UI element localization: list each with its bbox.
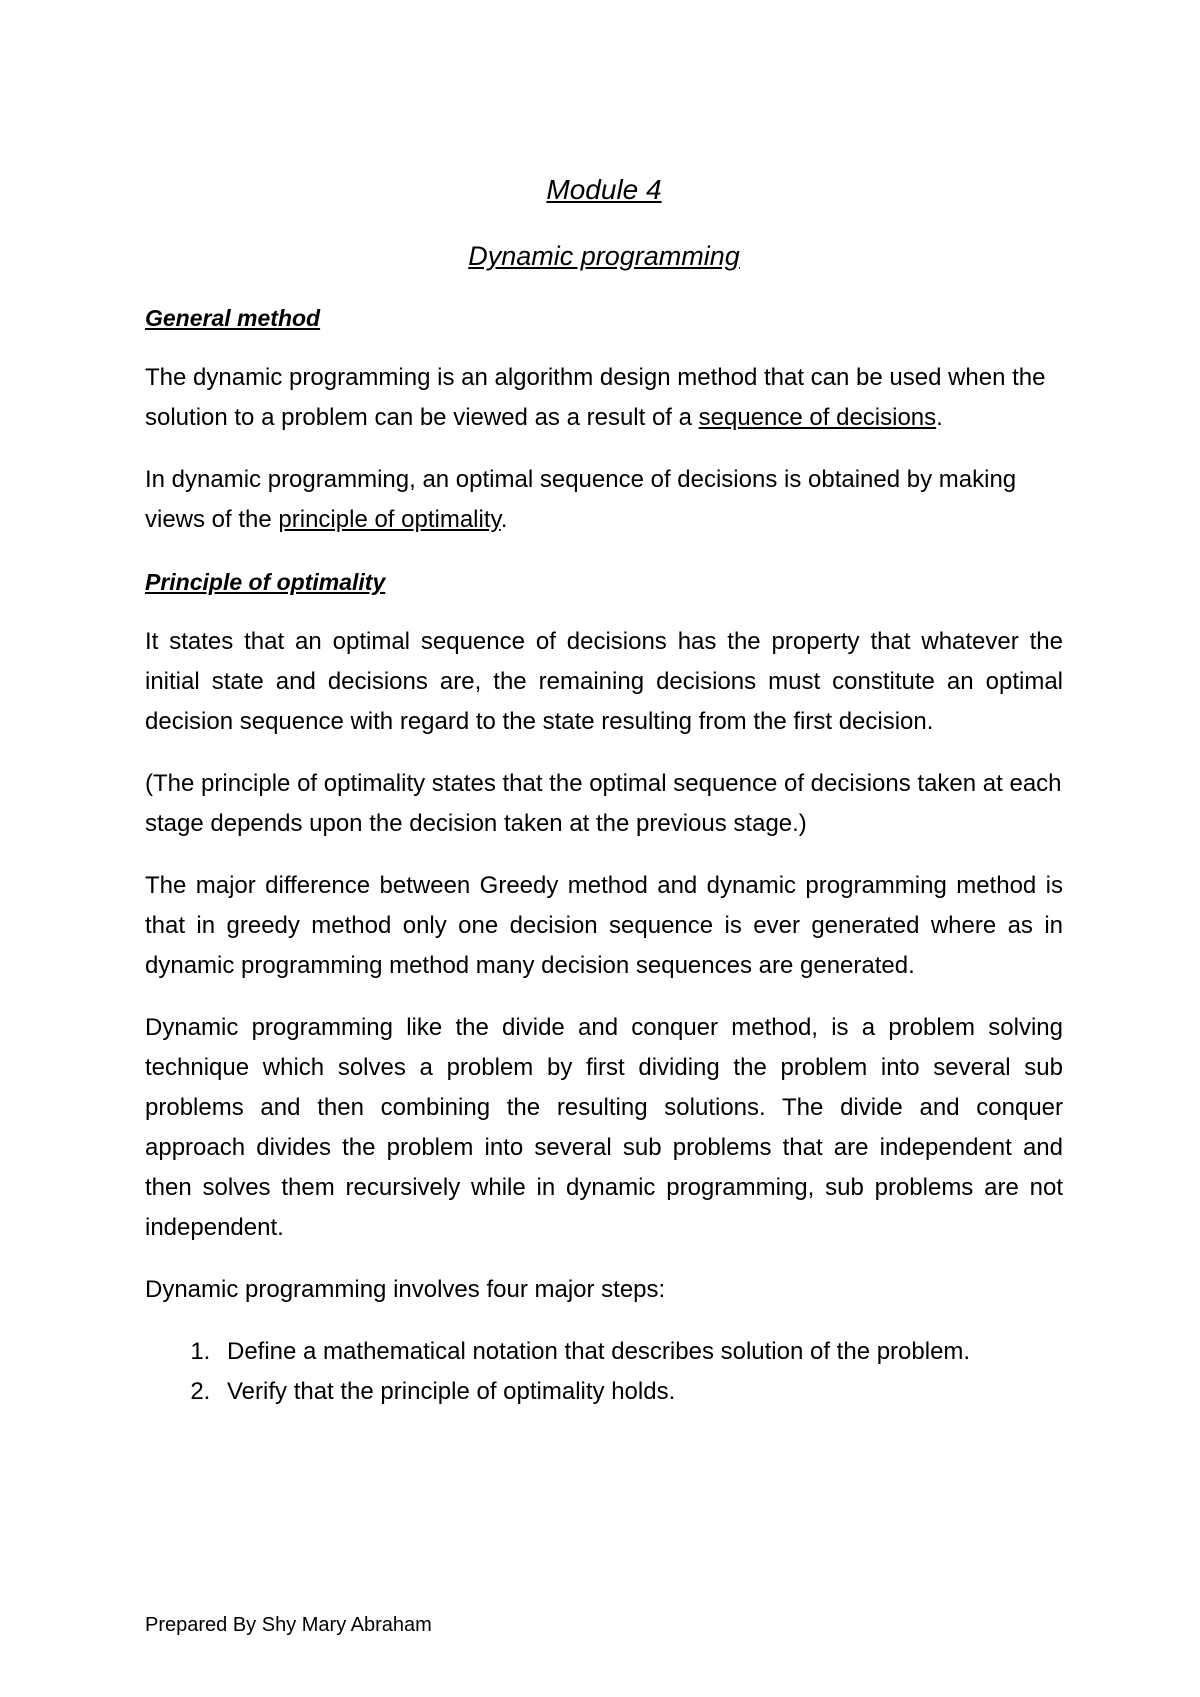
steps-list	[145, 1332, 1063, 1412]
general-method-heading	[145, 298, 1063, 338]
greedy-comparison-paragraph: The major difference between Greedy method and dynamic programming method is that in greedy method only one decision sequence is ever generated where as in dynamic programming method many decision sequences are generated.	[145, 872, 1063, 979]
principle-paragraph-1: It states that an optimal sequence of decisions has the property that whatever the initial state and decisions are, the remaining decisions must constitute an optimal decision sequence with regard to the state resulting from the first decision.	[145, 628, 1063, 735]
general-method-heading-text: General method	[145, 305, 321, 331]
divide-conquer-paragraph: Dynamic programming like the divide and conquer method, is a problem solving technique which solves a problem by first dividing the problem into several sub problems and then combining the resulting solutions. The divide and conquer approach divides the problem into several sub problems that are independent and then solves them recursively while in dynamic programming, sub problems are not independent.	[145, 1014, 1063, 1241]
general-method-p1-end: .	[936, 404, 943, 431]
general-method-p2-end: .	[500, 506, 508, 533]
principle-paragraph-2: (The principle of optimality states that the optimal sequence of decisions taken at each stage depends upon the decision taken at the previous stage.)	[145, 770, 1062, 837]
general-method-p1-text: The dynamic programming is an algorithm design method that can be used when the solution to a problem can be viewed as a result of a	[145, 364, 1046, 431]
page-footer: Prepared By Shy Mary Abraham	[145, 1614, 432, 1636]
general-method-paragraph-1	[145, 358, 1063, 438]
sequence-of-decisions-term: sequence of decisions	[698, 404, 937, 431]
principle-heading-text: Principle of optimality	[145, 569, 386, 595]
module-title-text: Module 4	[546, 174, 662, 205]
list-item: 2. Verify that the principle of optimality holds.	[217, 1372, 1063, 1412]
page-title	[145, 236, 1063, 276]
steps-intro-paragraph: Dynamic programming involves four major steps:	[145, 1276, 666, 1303]
list-item: 1. Define a mathematical notation that describes solution of the problem.	[217, 1332, 1063, 1372]
document-body	[145, 170, 1063, 1412]
general-method-paragraph-2	[145, 460, 1063, 540]
principle-of-optimality-term: principle of optimality	[278, 506, 501, 533]
module-title	[145, 170, 1063, 210]
page-title-text: Dynamic programming	[468, 241, 740, 271]
general-method-p2-text: In dynamic programming, an optimal sequence of decisions is obtained by making views of the	[145, 466, 1017, 533]
principle-heading	[145, 562, 1063, 602]
